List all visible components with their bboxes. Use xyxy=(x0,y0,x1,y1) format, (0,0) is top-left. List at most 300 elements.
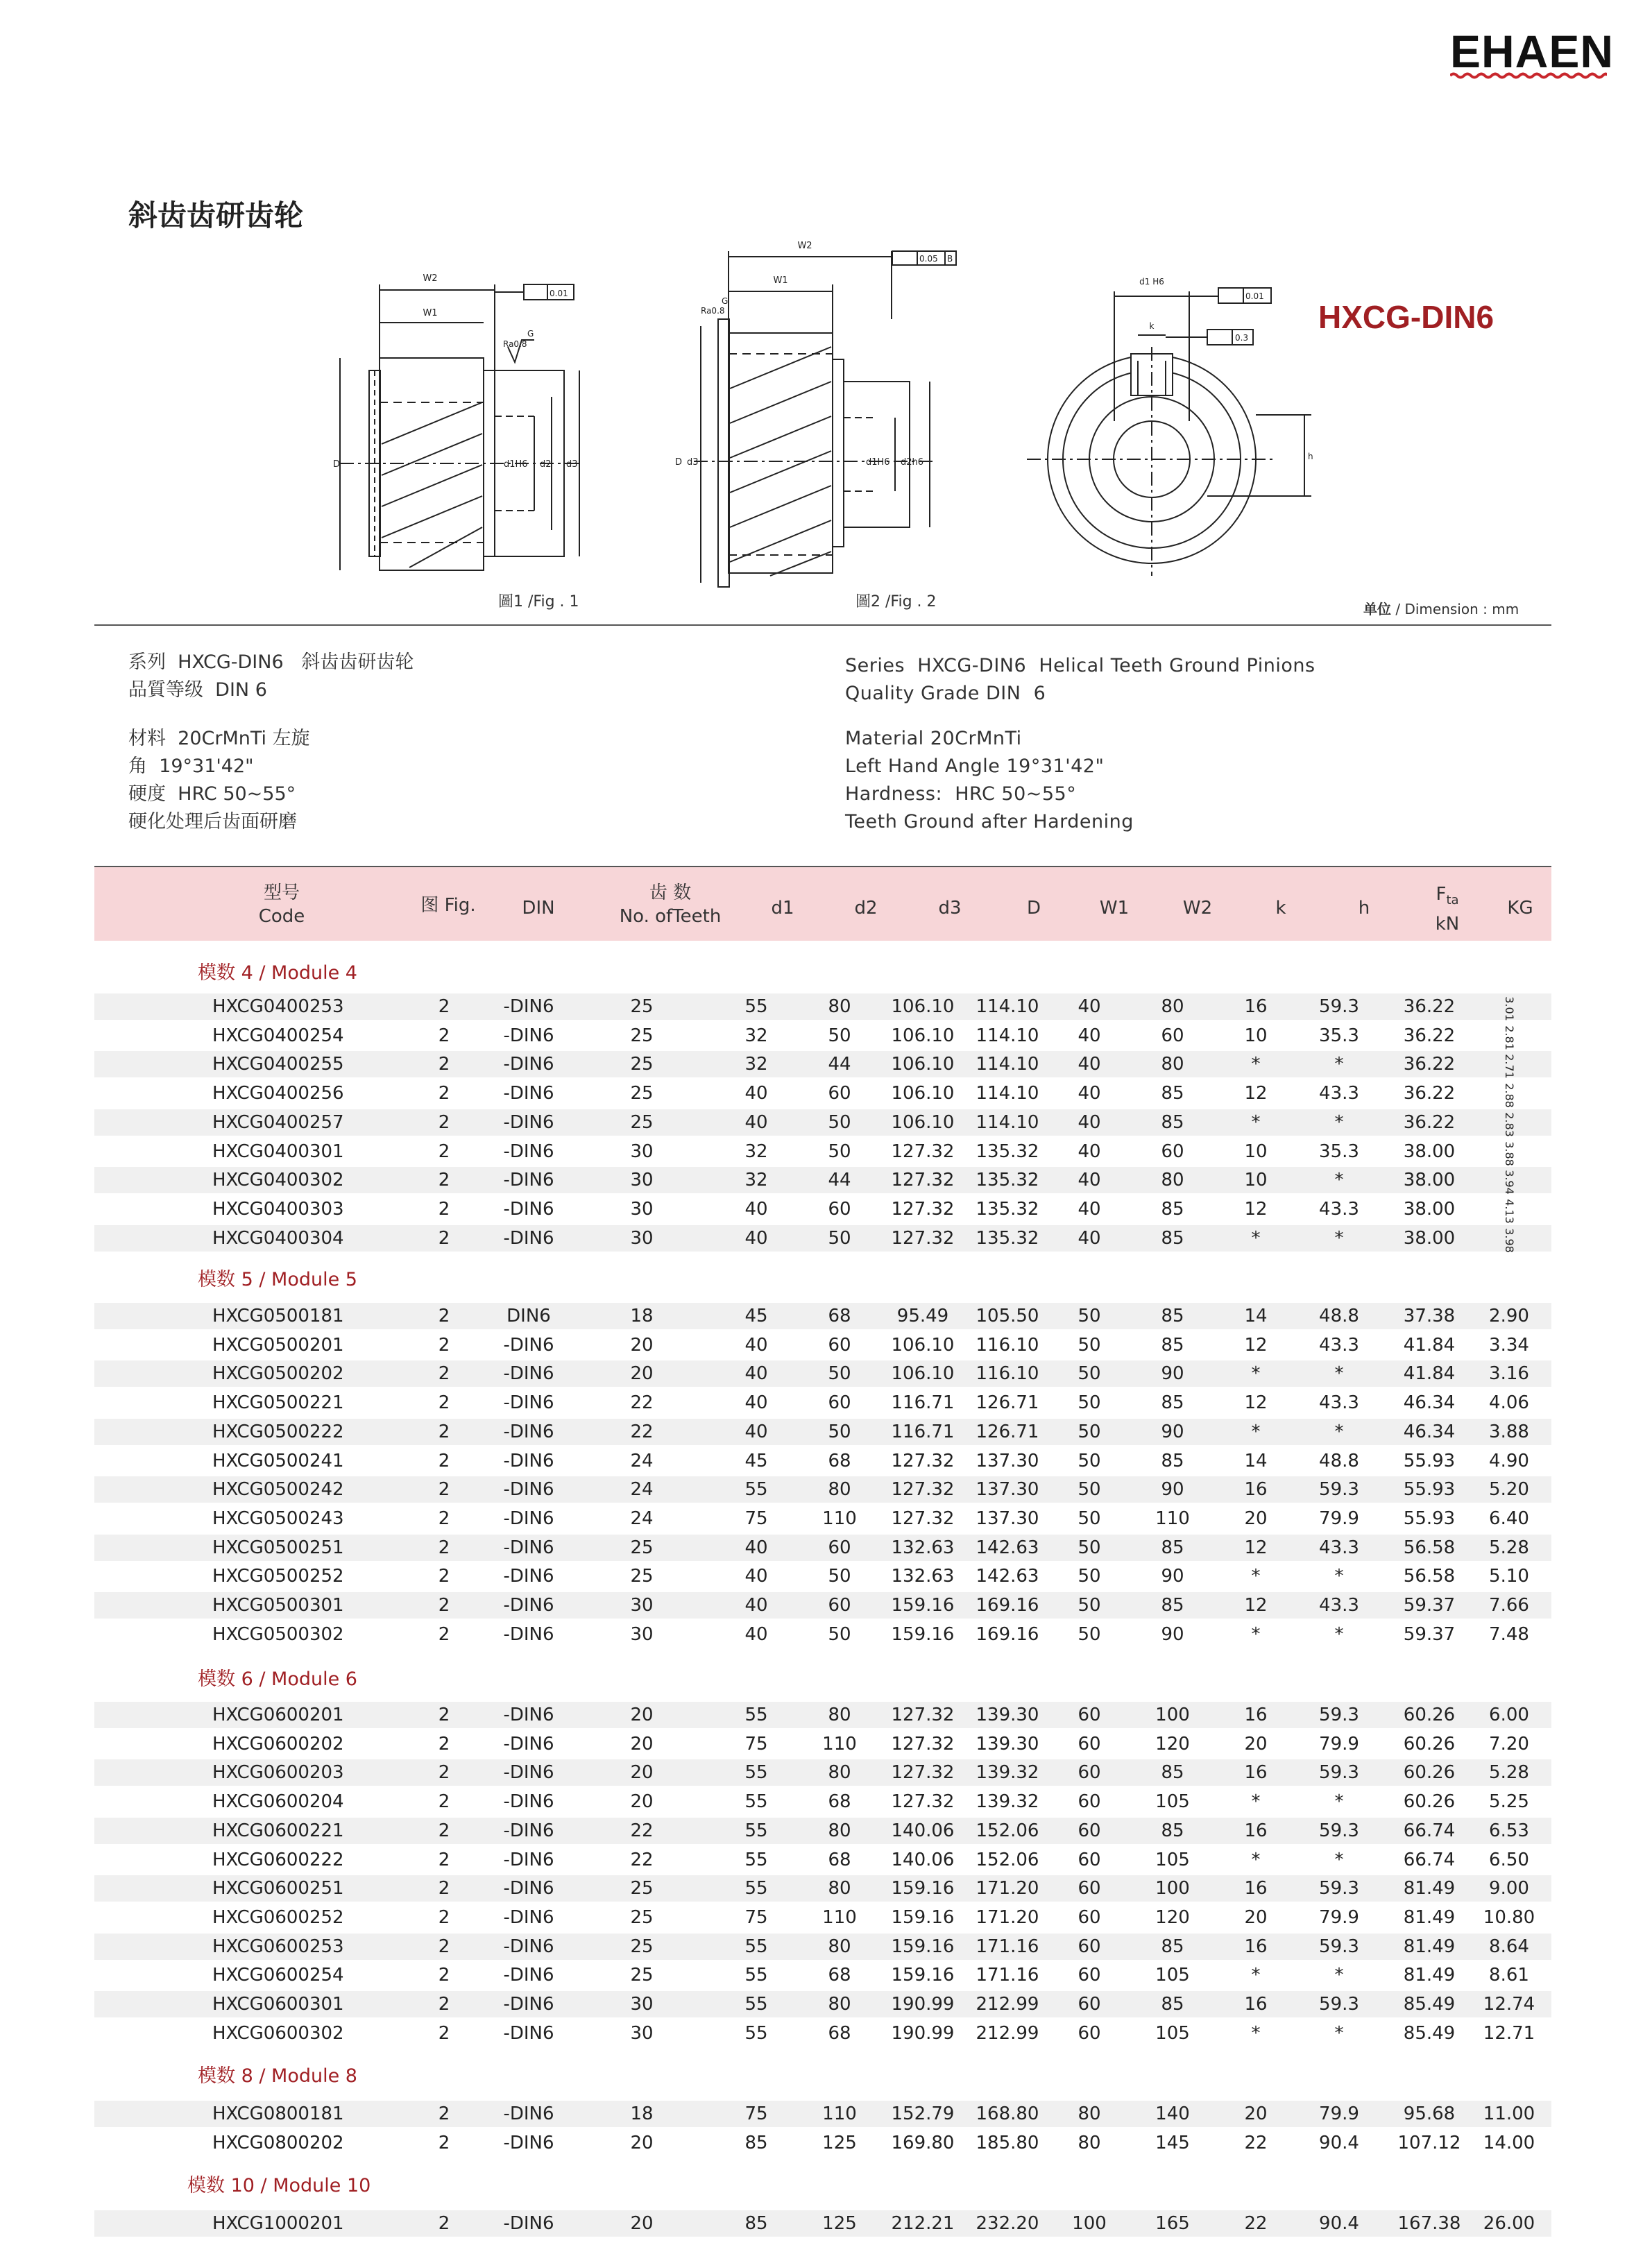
cell: -DIN6 xyxy=(503,2023,554,2044)
cell: 2 xyxy=(438,1422,450,1442)
table-row xyxy=(94,1225,1551,1252)
cell: 66.74 xyxy=(1403,1820,1456,1841)
cell: 40 xyxy=(1078,1025,1101,1046)
cell: 14 xyxy=(1244,1451,1268,1471)
cell: 25 xyxy=(630,1907,654,1928)
cell: 85 xyxy=(1161,1936,1184,1957)
cell: 79.9 xyxy=(1319,1734,1359,1755)
header-teeth: 齿 数 No. ofTeeth xyxy=(619,882,722,927)
cell: 36.22 xyxy=(1403,996,1456,1017)
cell: -DIN6 xyxy=(503,1141,554,1162)
cell: 40 xyxy=(744,1363,768,1384)
cell: 2 xyxy=(438,2133,450,2153)
cell: * xyxy=(1251,1850,1261,1870)
cell: 185.80 xyxy=(976,2133,1039,2153)
cell-code: HXCG0500302 xyxy=(212,1624,344,1645)
cell: -DIN6 xyxy=(503,1791,554,1812)
figure-1-caption: 圖1 /Fig . 1 xyxy=(498,593,579,611)
cell: 48.8 xyxy=(1319,1451,1359,1471)
cell-code: HXCG0500241 xyxy=(212,1451,344,1471)
cell: 7.66 xyxy=(1489,1595,1529,1616)
cell: 68 xyxy=(828,1850,851,1870)
cell: 2 xyxy=(438,1566,450,1587)
cell: 171.16 xyxy=(976,1936,1039,1957)
cell: 6.00 xyxy=(1489,1705,1529,1725)
cell: 105 xyxy=(1155,1791,1190,1812)
cell: 10 xyxy=(1244,1170,1268,1190)
cell: 2 xyxy=(438,1762,450,1783)
cell: 20 xyxy=(630,1705,654,1725)
cell: 25 xyxy=(630,1112,654,1133)
cell: 137.30 xyxy=(976,1479,1039,1500)
cell: 37.38 xyxy=(1403,1306,1456,1326)
header-kg: KG xyxy=(1507,898,1533,919)
cell: 90.4 xyxy=(1319,2213,1359,2234)
cell: 60 xyxy=(1078,1820,1101,1841)
svg-text:d3: d3 xyxy=(566,459,578,470)
cell: 36.22 xyxy=(1403,1025,1456,1046)
cell: 12 xyxy=(1244,1083,1268,1104)
cell: * xyxy=(1334,1791,1344,1812)
cell: 159.16 xyxy=(891,1595,955,1616)
table-row xyxy=(94,1904,1551,1931)
cell: 2 xyxy=(438,2023,450,2044)
cell: 12 xyxy=(1244,1199,1268,1220)
cell: 30 xyxy=(630,2023,654,2044)
cell: 38.00 xyxy=(1403,1199,1456,1220)
cell: 30 xyxy=(630,1994,654,2015)
cell: 135.32 xyxy=(976,1141,1039,1162)
header-d1: d1 xyxy=(771,898,794,919)
figure-1-drawing xyxy=(340,284,583,570)
cell: 2 xyxy=(438,996,450,1017)
cell-code: HXCG0400254 xyxy=(212,1025,344,1046)
cell: * xyxy=(1251,1791,1261,1812)
cell: 152.06 xyxy=(976,1850,1039,1870)
cell: 110 xyxy=(1155,1508,1190,1529)
cell: 80 xyxy=(1161,1170,1184,1190)
cell: 8.64 xyxy=(1489,1936,1529,1957)
cell: 40 xyxy=(744,1199,768,1220)
cell: 75 xyxy=(744,2103,768,2124)
cell: * xyxy=(1334,1850,1344,1870)
cell-code: HXCG0400255 xyxy=(212,1054,344,1075)
cell: 20 xyxy=(1244,1734,1268,1755)
cell: 68 xyxy=(828,1965,851,1986)
cell-code: HXCG0500202 xyxy=(212,1363,344,1384)
cell: 85.49 xyxy=(1403,2023,1456,2044)
cell: 85 xyxy=(1161,1112,1184,1133)
svg-text:d3: d3 xyxy=(687,457,699,468)
cell: 116.10 xyxy=(976,1363,1039,1384)
cell: -DIN6 xyxy=(503,1508,554,1529)
cell: 24 xyxy=(630,1451,654,1471)
cell-code: HXCG0400303 xyxy=(212,1199,344,1220)
cell-code: HXCG0400301 xyxy=(212,1141,344,1162)
cell: 127.32 xyxy=(891,1170,955,1190)
cell: 60.26 xyxy=(1403,1762,1456,1783)
cell: 25 xyxy=(630,1566,654,1587)
header-h: h xyxy=(1358,898,1370,919)
cell: 142.63 xyxy=(976,1566,1039,1587)
cell: 55 xyxy=(744,1965,768,1986)
cell: 50 xyxy=(828,1422,851,1442)
cell: -DIN6 xyxy=(503,2103,554,2124)
cell-code: HXCG0600202 xyxy=(212,1734,344,1755)
table-row xyxy=(94,1360,1551,1387)
table-row xyxy=(94,1759,1551,1786)
cell: 55 xyxy=(744,1479,768,1500)
cell: -DIN6 xyxy=(503,1994,554,2015)
cell: 55.93 xyxy=(1403,1508,1456,1529)
cell: 68 xyxy=(828,2023,851,2044)
cell: -DIN6 xyxy=(503,1624,554,1645)
cell: 159.16 xyxy=(891,1965,955,1986)
cell: 105 xyxy=(1155,2023,1190,2044)
cell: 59.3 xyxy=(1319,1994,1359,2015)
header-fta: $F_{ta}$ kN xyxy=(1435,884,1460,935)
cell: 2 xyxy=(438,1112,450,1133)
cell: 41.84 xyxy=(1403,1363,1456,1384)
cell: 60 xyxy=(828,1083,851,1104)
cell: 3.88 xyxy=(1503,1141,1516,1166)
cell: 35.3 xyxy=(1319,1025,1359,1046)
cell: 127.32 xyxy=(891,1508,955,1529)
section-divider xyxy=(94,624,1551,626)
cell: 50 xyxy=(828,1624,851,1645)
table-row xyxy=(94,1505,1551,1532)
unit-label: 单位 / Dimension : mm xyxy=(1363,601,1519,617)
cell-code: HXCG0600251 xyxy=(212,1878,344,1899)
cell: -DIN6 xyxy=(503,1734,554,1755)
cell: 22 xyxy=(630,1850,654,1870)
cell: 50 xyxy=(1078,1624,1101,1645)
svg-text:d1H6: d1H6 xyxy=(504,459,528,470)
cell-code: HXCG0500201 xyxy=(212,1335,344,1356)
cell: 25 xyxy=(630,996,654,1017)
cell: 3.98 xyxy=(1503,1228,1516,1253)
page-title: 斜齿齿研齿轮 xyxy=(128,198,304,232)
cell: 126.71 xyxy=(976,1422,1039,1442)
description-en: Series HXCG-DIN6 Helical Teeth Ground Pinions Quality Grade DIN 6 xyxy=(845,655,1315,704)
cell: 2 xyxy=(438,2213,450,2234)
header-k: k xyxy=(1275,898,1286,919)
cell: 127.32 xyxy=(891,1141,955,1162)
cell: 114.10 xyxy=(976,996,1039,1017)
cell: 26.00 xyxy=(1483,2213,1535,2234)
cell: 75 xyxy=(744,1734,768,1755)
cell: 85 xyxy=(1161,1335,1184,1356)
cell: 59.37 xyxy=(1403,1624,1456,1645)
cell: 2 xyxy=(438,1537,450,1558)
cell: 127.32 xyxy=(891,1791,955,1812)
cell: -DIN6 xyxy=(503,1762,554,1783)
cell: 56.58 xyxy=(1403,1537,1456,1558)
cell: 6.53 xyxy=(1489,1820,1529,1841)
cell: 35.3 xyxy=(1319,1141,1359,1162)
cell: 90.4 xyxy=(1319,2133,1359,2153)
cell: 2 xyxy=(438,1907,450,1928)
cell: 95.68 xyxy=(1403,2103,1456,2124)
cell: 40 xyxy=(744,1392,768,1413)
cell: 110 xyxy=(822,1734,857,1755)
cell: 212.21 xyxy=(891,2213,955,2234)
cell: 55 xyxy=(744,1820,768,1841)
cell: 139.30 xyxy=(976,1734,1039,1755)
cell: DIN6 xyxy=(506,1306,551,1326)
cell: 80 xyxy=(828,1479,851,1500)
module-title: 模数 5 / Module 5 xyxy=(198,1269,357,1290)
cell: 55 xyxy=(744,1994,768,2015)
cell: 59.3 xyxy=(1319,1820,1359,1841)
table-row xyxy=(94,1847,1551,1873)
cell-code: HXCG0600302 xyxy=(212,2023,344,2044)
cell: 44 xyxy=(828,1170,851,1190)
cell: 85.49 xyxy=(1403,1994,1456,2015)
cell: * xyxy=(1334,1228,1344,1249)
cell: 2 xyxy=(438,1820,450,1841)
cell: -DIN6 xyxy=(503,1566,554,1587)
cell: 100 xyxy=(1072,2213,1107,2234)
cell: -DIN6 xyxy=(503,1907,554,1928)
cell: 60 xyxy=(1078,1762,1101,1783)
table-row xyxy=(94,1535,1551,1561)
description-cn: 系列 HXCG-DIN6 斜齿齿研齿轮 品質等级 DIN 6 xyxy=(128,651,414,701)
cell: 80 xyxy=(1078,2103,1101,2124)
cell: 2 xyxy=(438,1994,450,2015)
cell: 66.74 xyxy=(1403,1850,1456,1870)
cell: 68 xyxy=(828,1451,851,1471)
cell: 59.3 xyxy=(1319,996,1359,1017)
header-W2: W2 xyxy=(1182,898,1213,919)
cell: 60.26 xyxy=(1403,1791,1456,1812)
cell: 106.10 xyxy=(891,1112,955,1133)
cell-code: HXCG0600253 xyxy=(212,1936,344,1957)
cell: 2 xyxy=(438,1878,450,1899)
cell: 80 xyxy=(828,996,851,1017)
cell: 2.81 xyxy=(1503,1025,1516,1050)
cell: 116.71 xyxy=(891,1392,955,1413)
cell-code: HXCG0500221 xyxy=(212,1392,344,1413)
cell: 60 xyxy=(1161,1141,1184,1162)
cell-code: HXCG0600204 xyxy=(212,1791,344,1812)
cell: 169.80 xyxy=(891,2133,955,2153)
cell: 2 xyxy=(438,1850,450,1870)
cell: 55 xyxy=(744,1705,768,1725)
cell: 106.10 xyxy=(891,996,955,1017)
cell: 80 xyxy=(828,1878,851,1899)
cell: 171.16 xyxy=(976,1965,1039,1986)
cell: 85 xyxy=(1161,1762,1184,1783)
cell: 43.3 xyxy=(1319,1083,1359,1104)
cell: 139.32 xyxy=(976,1762,1039,1783)
cell: 12.71 xyxy=(1483,2023,1535,2044)
cell: -DIN6 xyxy=(503,1479,554,1500)
cell: 2 xyxy=(438,1451,450,1471)
cell: -DIN6 xyxy=(503,1422,554,1442)
cell: 110 xyxy=(822,1508,857,1529)
cell: 85 xyxy=(1161,1392,1184,1413)
cell: 126.71 xyxy=(976,1392,1039,1413)
cell: 30 xyxy=(630,1624,654,1645)
svg-text:W2: W2 xyxy=(797,241,812,251)
cell: 59.37 xyxy=(1403,1595,1456,1616)
cell: 60.26 xyxy=(1403,1705,1456,1725)
cell: 132.63 xyxy=(891,1537,955,1558)
cell: 38.00 xyxy=(1403,1170,1456,1190)
svg-text:G: G xyxy=(527,329,534,339)
cell: 4.06 xyxy=(1489,1392,1529,1413)
cell: 7.20 xyxy=(1489,1734,1529,1755)
cell: 5.28 xyxy=(1489,1762,1529,1783)
cell: * xyxy=(1251,1422,1261,1442)
header-fig: 图 Fig. xyxy=(420,895,476,916)
cell-code: HXCG0800202 xyxy=(212,2133,344,2153)
cell: * xyxy=(1334,1965,1344,1986)
cell: 106.10 xyxy=(891,1025,955,1046)
cell: 16 xyxy=(1244,996,1268,1017)
cell: 60 xyxy=(828,1392,851,1413)
cell: 60 xyxy=(1078,1965,1101,1986)
cell: 6.40 xyxy=(1489,1508,1529,1529)
cell: 106.10 xyxy=(891,1335,955,1356)
cell: 50 xyxy=(1078,1451,1101,1471)
cell: 5.28 xyxy=(1489,1537,1529,1558)
cell-code: HXCG0500301 xyxy=(212,1595,344,1616)
cell: 20 xyxy=(1244,1508,1268,1529)
cell: 24 xyxy=(630,1479,654,1500)
cell: -DIN6 xyxy=(503,1451,554,1471)
header-d3: d3 xyxy=(938,898,962,919)
cell: 25 xyxy=(630,1878,654,1899)
description-en-material: Material 20CrMnTi Left Hand Angle 19°31'42" Hardness: HRC 50~55° Teeth Ground after Hardening xyxy=(845,728,1134,833)
cell: 114.10 xyxy=(976,1083,1039,1104)
cell: 46.34 xyxy=(1403,1392,1456,1413)
cell: -DIN6 xyxy=(503,996,554,1017)
cell: * xyxy=(1251,1228,1261,1249)
cell: 114.10 xyxy=(976,1025,1039,1046)
cell: 20 xyxy=(630,1363,654,1384)
cell: 36.22 xyxy=(1403,1083,1456,1104)
table-row xyxy=(94,1875,1551,1902)
cell: 80 xyxy=(828,1994,851,2015)
cell: 59.3 xyxy=(1319,1705,1359,1725)
table-row xyxy=(94,1303,1551,1329)
table-row xyxy=(94,1476,1551,1503)
cell: 90 xyxy=(1161,1566,1184,1587)
cell: 32 xyxy=(744,1054,768,1075)
cell: 50 xyxy=(1078,1566,1101,1587)
cell: 100 xyxy=(1155,1705,1190,1725)
svg-text:0.05: 0.05 xyxy=(919,254,938,264)
cell: 60 xyxy=(828,1199,851,1220)
table-row xyxy=(94,1731,1551,1757)
cell: 16 xyxy=(1244,1994,1268,2015)
cell: 135.32 xyxy=(976,1170,1039,1190)
cell: 137.30 xyxy=(976,1508,1039,1529)
cell: 55 xyxy=(744,1936,768,1957)
svg-text:0.3: 0.3 xyxy=(1235,333,1249,343)
cell: 140.06 xyxy=(891,1820,955,1841)
cell: 212.99 xyxy=(976,1994,1039,2015)
cell: 85 xyxy=(1161,1451,1184,1471)
cell: 2 xyxy=(438,1054,450,1075)
cell: -DIN6 xyxy=(503,1850,554,1870)
cell: 50 xyxy=(1078,1363,1101,1384)
cell: 25 xyxy=(630,1965,654,1986)
table-row xyxy=(94,1390,1551,1416)
cell: 60 xyxy=(1078,1936,1101,1957)
cell: 168.80 xyxy=(976,2103,1039,2124)
table-row xyxy=(94,2130,1551,2156)
brand-logo: EHAEN xyxy=(1450,26,1615,77)
cell: 75 xyxy=(744,1907,768,1928)
cell-code: HXCG0600201 xyxy=(212,1705,344,1725)
cell: 106.10 xyxy=(891,1054,955,1075)
cell: 80 xyxy=(1161,996,1184,1017)
cell: 18 xyxy=(630,2103,654,2124)
cell: -DIN6 xyxy=(503,2213,554,2234)
cell: 20 xyxy=(1244,2103,1268,2124)
cell: -DIN6 xyxy=(503,1878,554,1899)
cell: 40 xyxy=(1078,1054,1101,1075)
cell: 9.00 xyxy=(1489,1878,1529,1899)
cell: 25 xyxy=(630,1936,654,1957)
svg-text:d1 H6: d1 H6 xyxy=(1139,277,1164,287)
cell-code: HXCG0600301 xyxy=(212,1994,344,2015)
technical-drawings xyxy=(326,236,1346,611)
cell: -DIN6 xyxy=(503,1025,554,1046)
cell: 40 xyxy=(744,1624,768,1645)
cell: 139.30 xyxy=(976,1705,1039,1725)
cell: 16 xyxy=(1244,1936,1268,1957)
cell: 12 xyxy=(1244,1537,1268,1558)
cell: 2 xyxy=(438,1965,450,1986)
cell: 142.63 xyxy=(976,1537,1039,1558)
cell: 22 xyxy=(630,1422,654,1442)
cell-code: HXCG0600254 xyxy=(212,1965,344,1986)
cell: 20 xyxy=(630,1791,654,1812)
cell: 10 xyxy=(1244,1141,1268,1162)
cell-code: HXCG0400256 xyxy=(212,1083,344,1104)
cell: 14 xyxy=(1244,1306,1268,1326)
cell: 127.32 xyxy=(891,1734,955,1755)
cell: 32 xyxy=(744,1170,768,1190)
cell-code: HXCG0400253 xyxy=(212,996,344,1017)
cell: 43.3 xyxy=(1319,1335,1359,1356)
cell: * xyxy=(1334,1170,1344,1190)
table-row xyxy=(94,1592,1551,1619)
svg-text:W1: W1 xyxy=(773,275,788,286)
cell: * xyxy=(1334,1054,1344,1075)
cell: 80 xyxy=(1161,1054,1184,1075)
cell: 12.74 xyxy=(1483,1994,1535,2015)
cell: 20 xyxy=(1244,1907,1268,1928)
svg-text:0.01: 0.01 xyxy=(550,289,568,298)
cell: 55 xyxy=(744,1791,768,1812)
cell: 32 xyxy=(744,1025,768,1046)
cell: 36.22 xyxy=(1403,1054,1456,1075)
cell: 110 xyxy=(822,1907,857,1928)
svg-text:G: G xyxy=(722,296,729,306)
cell: 5.10 xyxy=(1489,1566,1529,1587)
cell: -DIN6 xyxy=(503,1936,554,1957)
cell: 2 xyxy=(438,1479,450,1500)
svg-text:B: B xyxy=(947,254,953,264)
cell: 40 xyxy=(1078,1228,1101,1249)
cell: 127.32 xyxy=(891,1199,955,1220)
cell: 4.90 xyxy=(1489,1451,1529,1471)
